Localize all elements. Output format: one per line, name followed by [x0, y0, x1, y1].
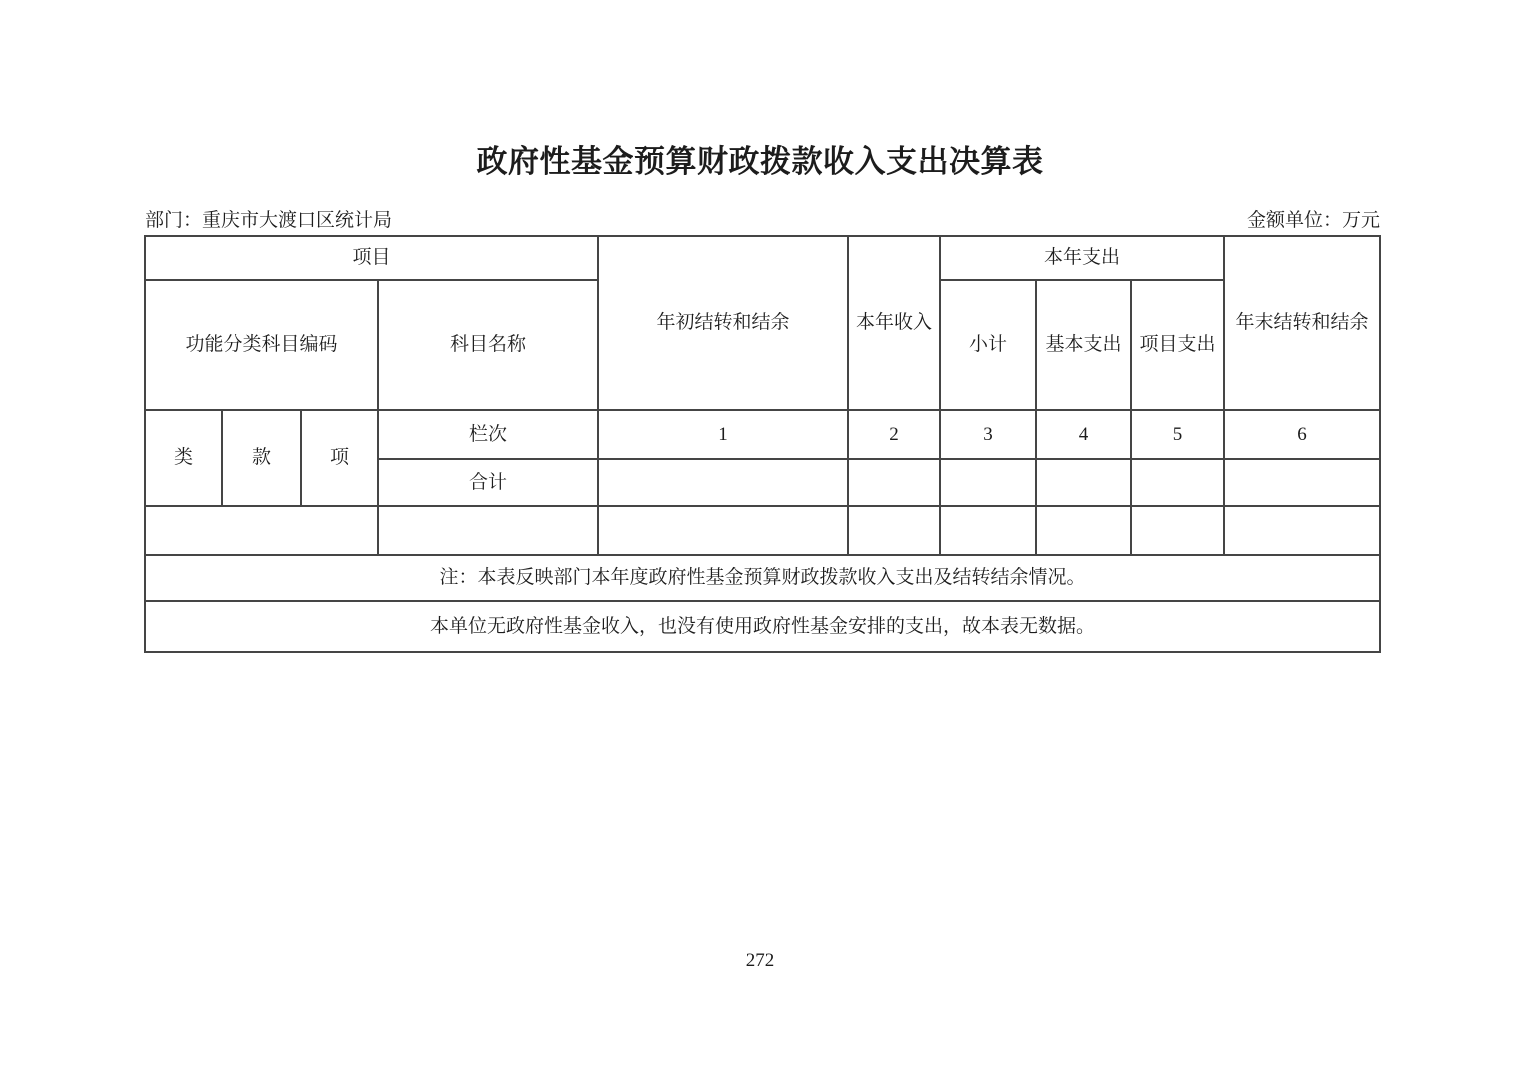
header-subtotal-cell: 小计 — [940, 280, 1036, 410]
empty-cell — [848, 506, 940, 555]
header-current-year-income-cell: 本年收入 — [848, 236, 940, 410]
header-subject-name-cell: 科目名称 — [378, 280, 598, 410]
total-value-cell — [848, 459, 940, 506]
total-value-cell — [1036, 459, 1131, 506]
lanci-number-cell: 3 — [940, 410, 1036, 459]
header-row-1 — [145, 236, 1380, 280]
header-current-year-expense-cell: 本年支出 — [940, 236, 1224, 280]
header-project-cell: 项目 — [145, 236, 598, 280]
lanci-number-cell: 5 — [1131, 410, 1224, 459]
lanci-number-cell: 1 — [598, 410, 848, 459]
total-value-cell — [598, 459, 848, 506]
empty-cell — [1224, 506, 1380, 555]
total-value-cell — [940, 459, 1036, 506]
total-label-cell: 合计 — [378, 459, 598, 506]
column-index-row — [145, 410, 1380, 459]
note-text-2: 本单位无政府性基金收入，也没有使用政府性基金安排的支出，故本表无数据。 — [145, 601, 1380, 652]
page-number: 272 — [745, 950, 775, 971]
header-class-cell: 类 — [145, 410, 222, 506]
header-end-year-balance-cell: 年末结转和结余 — [1224, 236, 1380, 410]
total-value-cell — [1131, 459, 1224, 506]
empty-cell — [598, 506, 848, 555]
amount-unit-label: 金额单位：万元 — [1246, 210, 1380, 231]
lanci-label-cell: 栏次 — [378, 410, 598, 459]
header-project-expense-cell: 项目支出 — [1131, 280, 1224, 410]
header-function-code-cell: 功能分类科目编码 — [145, 280, 378, 410]
note-row-1 — [145, 555, 1380, 601]
note-row-2 — [145, 601, 1380, 652]
empty-cell — [378, 506, 598, 555]
empty-cell — [1131, 506, 1224, 555]
total-value-cell — [1224, 459, 1380, 506]
empty-cell — [145, 506, 378, 555]
header-basic-expense-cell: 基本支出 — [1036, 280, 1131, 410]
note-text-1: 注：本表反映部门本年度政府性基金预算财政拨款收入支出及结转结余情况。 — [145, 555, 1380, 601]
empty-data-row — [145, 506, 1380, 555]
lanci-number-cell: 6 — [1224, 410, 1380, 459]
meta-row — [145, 208, 1380, 234]
header-begin-year-balance-cell: 年初结转和结余 — [598, 236, 848, 410]
empty-cell — [1036, 506, 1131, 555]
lanci-number-cell: 2 — [848, 410, 940, 459]
page-title: 政府性基金预算财政拨款收入支出决算表 — [476, 144, 1044, 179]
header-section-cell: 款 — [222, 410, 301, 506]
lanci-number-cell: 4 — [1036, 410, 1131, 459]
header-item-cell: 项 — [301, 410, 378, 506]
department-label: 部门：重庆市大渡口区统计局 — [145, 210, 393, 231]
empty-cell — [940, 506, 1036, 555]
fiscal-table — [144, 235, 1381, 653]
